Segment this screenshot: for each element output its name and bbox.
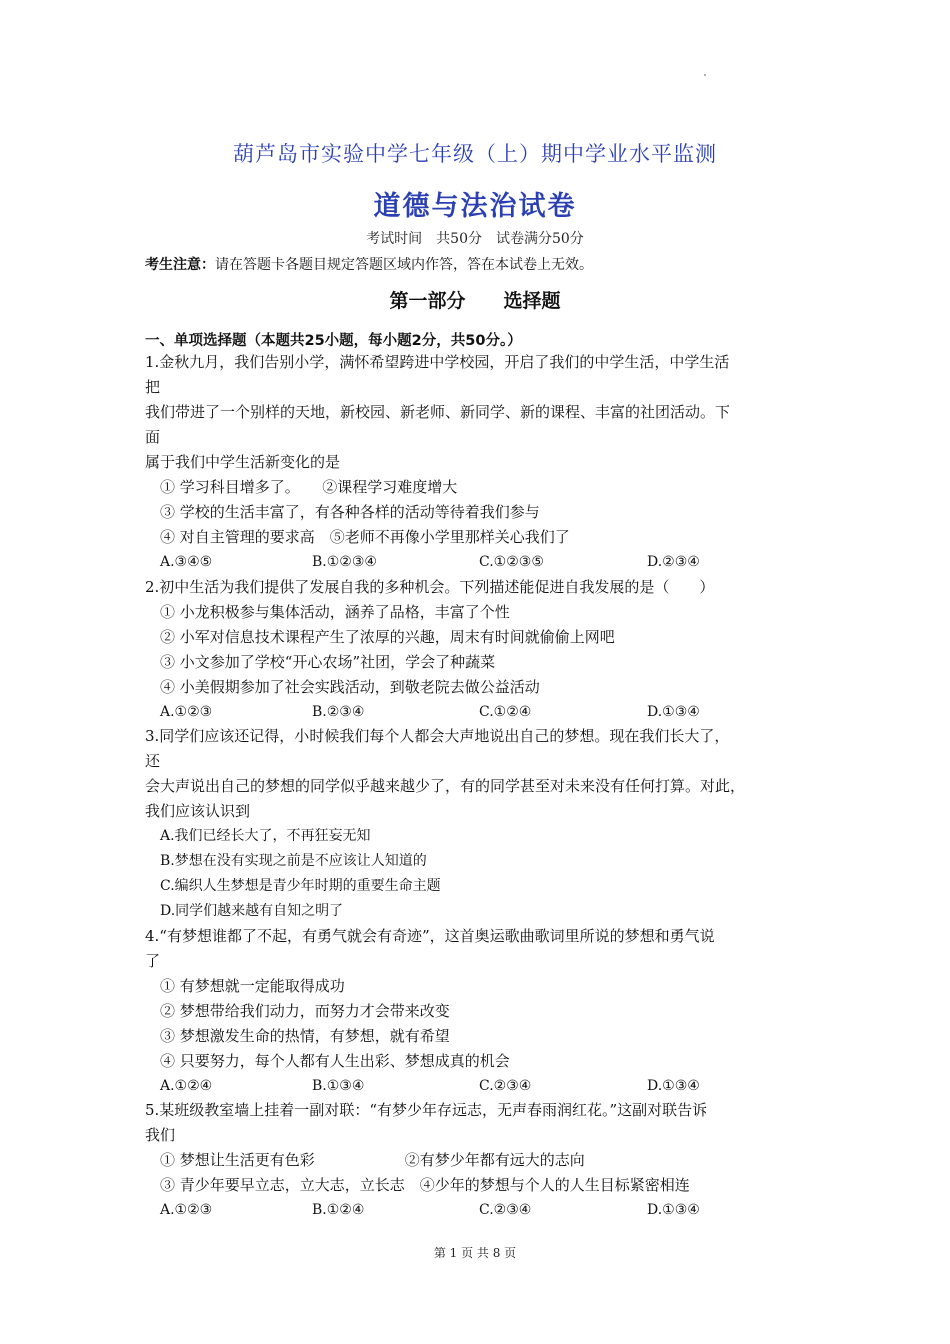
- part-title: 第一部分 选择题: [389, 290, 561, 312]
- q4-line-2: 了: [145, 952, 161, 970]
- q2-line-1: 2.初中生活为我们提供了发展自我的多种机会。下列描述能促进自我发展的是（ ）: [145, 578, 715, 596]
- q1-item-3: ④ 对自主管理的要求高 ⑤老师不再像小学里那样关心我们了: [160, 528, 570, 546]
- q5-choice-c: C.②③④: [479, 1202, 532, 1218]
- q2-item-4: ④ 小美假期参加了社会实践活动，到敬老院去做公益活动: [160, 678, 540, 696]
- q4-item-3: ③ 梦想激发生命的热情，有梦想，就有希望: [160, 1027, 450, 1045]
- q2-item-3: ③ 小文参加了学校“开心农场”社团，学会了种蔬菜: [160, 653, 496, 671]
- section-title: 一、单项选择题（本题共25小题，每小题2分，共50分。）: [145, 333, 522, 349]
- q2-choice-d: D.①③④: [647, 704, 700, 720]
- q3-line-2: 还: [145, 752, 161, 770]
- q2-item-2: ② 小军对信息技术课程产生了浓厚的兴趣，周末有时间就偷偷上网吧: [160, 628, 615, 646]
- exam-info: 考试时间 共50分 试卷满分50分: [366, 231, 584, 247]
- q4-choice-c: C.②③④: [479, 1078, 532, 1094]
- notice-text: 请在答题卡各题目规定答题区域内作答，答在本试卷上无效。: [215, 257, 593, 273]
- q3-choice-a: A.我们已经长大了，不再狂妄无知: [160, 828, 371, 844]
- q3-choice-d: D.同学们越来越有自知之明了: [160, 903, 344, 919]
- q1-line-2: 把: [145, 378, 161, 396]
- q2-choice-c: C.①②④: [479, 704, 532, 720]
- q5-line-1: 5.某班级教室墙上挂着一副对联：“有梦少年存远志，无声春雨润红花。”这副对联告诉: [145, 1101, 708, 1119]
- q3-line-4: 我们应该认识到: [145, 802, 251, 820]
- q4-item-2: ② 梦想带给我们动力，而努力才会带来改变: [160, 1002, 450, 1020]
- q5-choice-d: D.①③④: [647, 1202, 700, 1218]
- q5-item-2: ③ 青少年要早立志，立大志，立长志 ④少年的梦想与个人的人生目标紧密相连: [160, 1176, 690, 1194]
- q1-choice-a: A.③④⑤: [160, 554, 213, 570]
- q2-choice-b: B.②③④: [312, 704, 365, 720]
- q5-choice-b: B.①②④: [312, 1202, 365, 1218]
- q1-choice-b: B.①②③④: [312, 554, 377, 570]
- q1-item-1: ① 学习科目增多了。 ②课程学习难度增大: [160, 478, 458, 496]
- q1-line-4: 面: [145, 428, 161, 446]
- q1-line-5: 属于我们中学生活新变化的是: [145, 453, 341, 471]
- scan-dot: [704, 74, 706, 76]
- exam-notice: [145, 254, 593, 274]
- notice-label: 考生注意：: [145, 257, 215, 273]
- q5-item-1: ① 梦想让生活更有色彩 ②有梦少年都有远大的志向: [160, 1151, 585, 1169]
- exam-title: 葫芦岛市实验中学七年级（上）期中学业水平监测: [233, 142, 717, 166]
- q3-choice-b: B.梦想在没有实现之前是不应该让人知道的: [160, 853, 427, 869]
- q4-choice-d: D.①③④: [647, 1078, 700, 1094]
- q4-item-1: ① 有梦想就一定能取得成功: [160, 977, 345, 995]
- q4-choice-b: B.①③④: [312, 1078, 365, 1094]
- q5-choice-a: A.①②③: [160, 1202, 213, 1218]
- exam-subject-title: 道德与法治试卷: [373, 191, 577, 222]
- q1-line-1: 1.金秋九月，我们告别小学，满怀希望跨进中学校园，开启了我们的中学生活，中学生活: [145, 353, 730, 371]
- q5-line-2: 我们: [145, 1126, 176, 1144]
- q3-choice-c: C.编织人生梦想是青少年时期的重要生命主题: [160, 878, 441, 894]
- q1-choice-c: C.①②③⑤: [479, 554, 544, 570]
- q1-line-3: 我们带进了一个别样的天地，新校园、新老师、新同学、新的课程、丰富的社团活动。下: [145, 403, 731, 421]
- q3-line-1: 3.同学们应该还记得，小时候我们每个人都会大声地说出自己的梦想。现在我们长大了，: [145, 727, 730, 745]
- q1-choice-d: D.②③④: [647, 554, 700, 570]
- q3-line-3: 会大声说出自己的梦想的同学似乎越来越少了，有的同学甚至对未来没有任何打算。对此，: [145, 777, 746, 795]
- q4-item-4: ④ 只要努力，每个人都有人生出彩、梦想成真的机会: [160, 1052, 510, 1070]
- q4-line-1: 4.“有梦想谁都了不起，有勇气就会有奇迹”，这首奥运歌曲歌词里所说的梦想和勇气说: [145, 927, 715, 945]
- q4-choice-a: A.①②④: [160, 1078, 213, 1094]
- q2-item-1: ① 小龙积极参与集体活动，涵养了品格，丰富了个性: [160, 603, 510, 621]
- page-footer: 第 1 页 共 8 页: [433, 1246, 517, 1260]
- q1-item-2: ③ 学校的生活丰富了，有各种各样的活动等待着我们参与: [160, 503, 540, 521]
- q2-choice-a: A.①②③: [160, 704, 213, 720]
